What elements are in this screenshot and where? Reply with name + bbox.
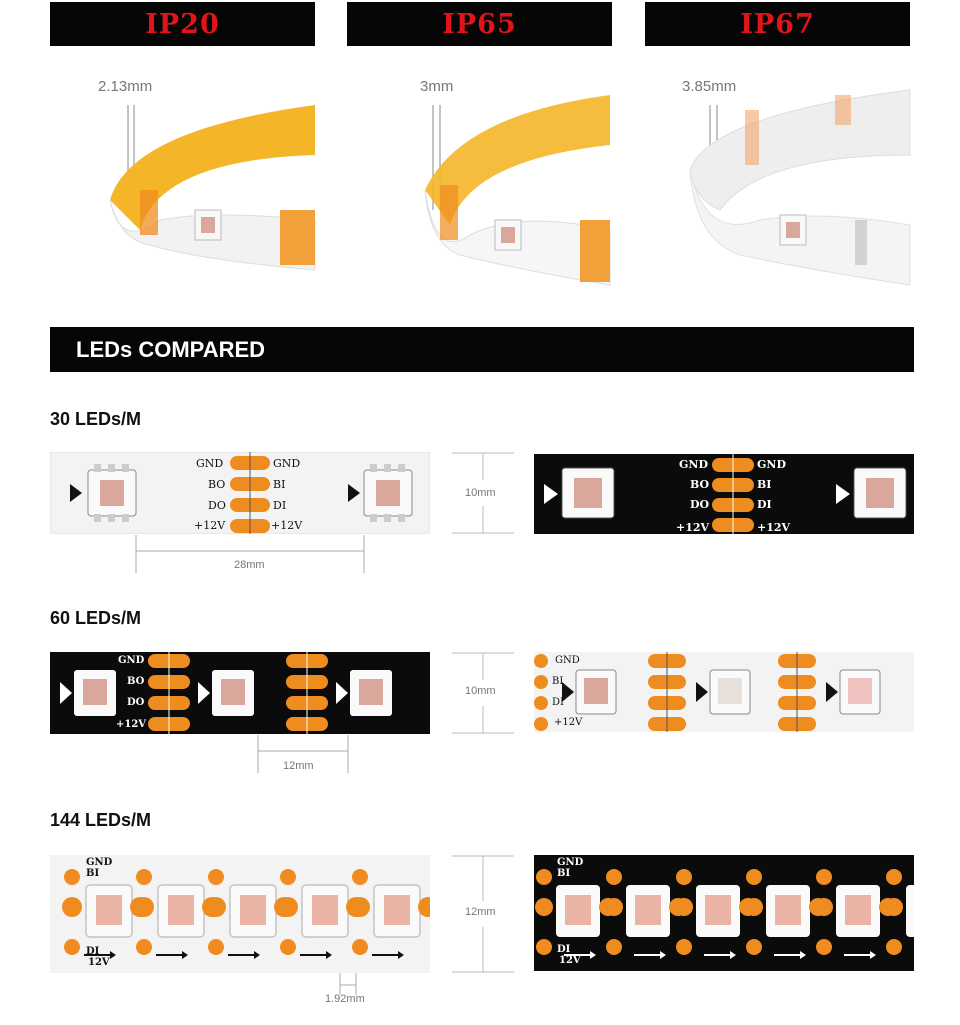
pin-do-black: DO [690, 498, 710, 511]
strip-30-black [534, 454, 914, 534]
strip-144-black [534, 855, 914, 971]
pin-bi-144-black: BI [557, 868, 571, 879]
pin-gnd-right-black: GND [757, 458, 786, 471]
pin-12v-60-black: +12V [116, 719, 147, 730]
ip65-strip-photo [400, 60, 680, 300]
pin-bi: BI [273, 478, 286, 491]
density-label-144: 144 LEDs/M [50, 810, 152, 830]
pin-gnd-left-black: GND [679, 458, 708, 471]
ip67-strip-photo [680, 60, 960, 300]
section-title: LEDs COMPARED [76, 336, 266, 362]
strip-60-white [534, 652, 914, 732]
pin-di-60-white: DI [552, 697, 564, 708]
ip65-banner [347, 2, 612, 46]
pin-gnd-144-black: GND [557, 857, 584, 868]
density-label-60: 60 LEDs/M [50, 608, 142, 628]
pin-bi-black: BI [757, 478, 772, 491]
pin-12v-144-black: 12V [559, 955, 581, 966]
pin-bo-60-black: BO [127, 676, 145, 687]
density-label-30: 30 LEDs/M [50, 409, 142, 429]
ip65-thickness: 3mm [420, 78, 454, 95]
pin-gnd-60-white: GND [555, 655, 580, 666]
width-label-30: 10mm [465, 487, 496, 499]
ip65-label: IP65 [442, 8, 517, 40]
ip67-thickness: 3.85mm [682, 78, 737, 95]
spacing-label-60: 12mm [283, 760, 314, 772]
pin-gnd-right: GND [273, 457, 301, 470]
pin-di: DI [273, 499, 287, 512]
pin-do: DO [208, 499, 226, 512]
ip20-strip-photo [40, 60, 320, 300]
pin-bi-144-white: BI [86, 868, 100, 879]
pin-di-black: DI [757, 498, 772, 511]
pin-gnd-60-black: GND [118, 655, 145, 666]
ip67-banner [645, 2, 910, 46]
pin-gnd-144-white: GND [86, 857, 113, 868]
width-label-144: 12mm [465, 906, 496, 918]
pin-12v-60-white: +12V [554, 717, 583, 728]
pin-12v-144-white: 12V [88, 957, 110, 968]
pin-12v-right-black: +12V [757, 521, 791, 534]
pin-bo: BO [208, 478, 226, 491]
pin-bo-black: BO [690, 478, 710, 491]
width-label-60: 10mm [465, 685, 496, 697]
section-title-bar [50, 327, 914, 372]
pin-bi-60-white: BI [552, 676, 564, 687]
pin-12v-right: +12V [271, 519, 303, 532]
ip67-label: IP67 [740, 8, 815, 40]
pin-di-144-white: DI [86, 946, 100, 957]
pin-12v-left: +12V [194, 519, 226, 532]
ip20-banner [50, 2, 315, 46]
pin-12v-left-black: +12V [676, 521, 710, 534]
strip-144-white [50, 855, 430, 973]
pin-do-60-black: DO [127, 697, 145, 708]
ip20-label: IP20 [145, 8, 220, 40]
pin-gnd-left: GND [196, 457, 224, 470]
strip-60-black [50, 652, 430, 734]
pin-di-144-black: DI [557, 944, 571, 955]
ip20-thickness: 2.13mm [98, 78, 153, 95]
spacing-label-30: 28mm [234, 559, 265, 571]
strip-30-white [50, 452, 430, 534]
spacing-label-144: 1.92mm [325, 993, 365, 1005]
